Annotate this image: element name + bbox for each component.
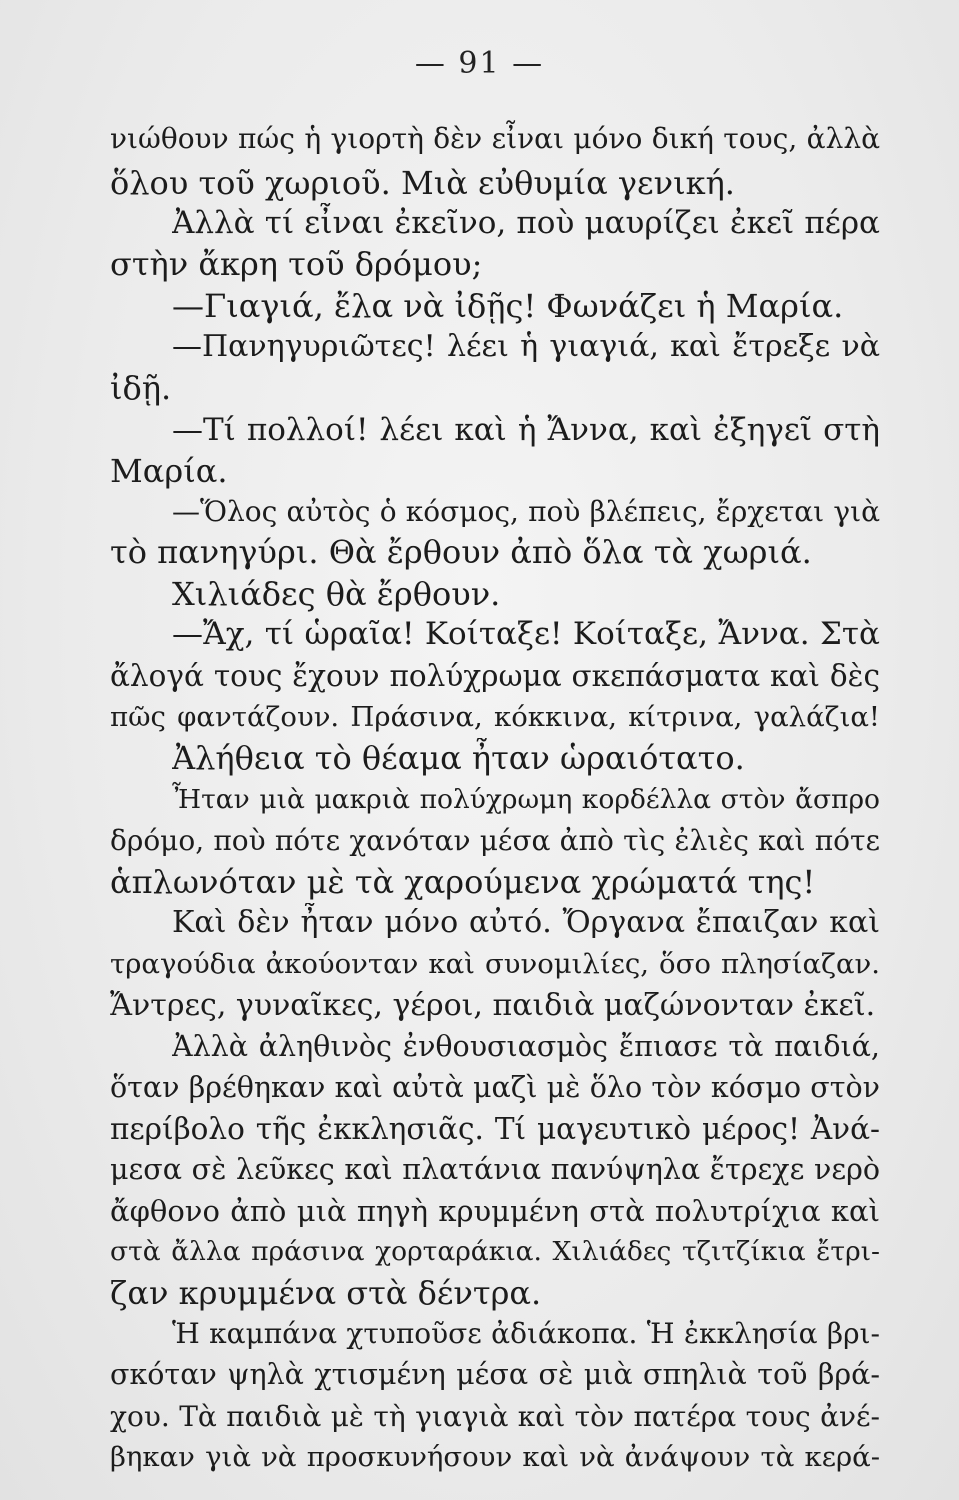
text-line: πῶς φαντάζουν. Πράσινα, κόκκινα, κίτρινα, γαλάζια! <box>110 701 880 733</box>
text-line: βηκαν γιὰ νὰ προσκυνήσουν καὶ νὰ ἀνάψουν τὰ κερά- <box>110 1441 880 1473</box>
text-line: χου. Τὰ παιδιὰ μὲ τὴ γιαγιὰ καὶ τὸν πατέρα τους ἀνέ- <box>110 1400 880 1433</box>
text-line: ὅλου τοῦ χωριοῦ. Μιὰ εὐθυμία γενική. <box>110 164 735 202</box>
text-line: —Ὅλος αὐτὸς ὁ κόσμος, ποὺ βλέπεις, ἔρχεται γιὰ <box>172 495 880 528</box>
text-line: —Ἄχ, τί ὡραῖα! Κοίταξε! Κοίταξε, Ἄννα. Στὰ <box>172 616 880 652</box>
text-line: Ἀλλὰ ἀληθινὸς ἐνθουσιασμὸς ἔπιασε τὰ παιδιά, <box>172 1030 880 1063</box>
text-line: Ἀλήθεια τὸ θέαμα ἦταν ὡραιότατο. <box>172 739 745 777</box>
text-line: —Γιαγιά, ἔλα νὰ ἰδῇς! Φωνάζει ἡ Μαρία. <box>172 287 844 325</box>
text-line: σκόταν ψηλὰ χτισμένη μέσα σὲ μιὰ σπηλιὰ τοῦ βρά- <box>110 1358 880 1391</box>
text-line: ἰδῇ. <box>110 369 172 407</box>
text-line: Ἡ καμπάνα χτυποῦσε ἀδιάκοπα. Ἡ ἐκκλησία βρι- <box>172 1317 880 1350</box>
text-line: Καὶ δὲν ἦταν μόνο αὐτό. Ὄργανα ἔπαιζαν καὶ <box>172 905 880 940</box>
text-line: μεσα σὲ λεῦκες καὶ πλατάνια πανύψηλα ἔτρεχε νερὸ <box>110 1153 880 1186</box>
text-line: τραγούδια ἀκούονταν καὶ συνομιλίες, ὅσο πλησίαζαν. <box>110 948 880 980</box>
text-line: νιώθουν πώς ἡ γιορτὴ δὲν εἶναι μόνο δική τους, ἀλλὰ <box>110 122 880 155</box>
text-line: Χιλιάδες θὰ ἔρθουν. <box>172 575 501 613</box>
text-line: Ἄντρες, γυναῖκες, γέροι, παιδιὰ μαζώνονταν ἐκεῖ. <box>110 988 876 1023</box>
text-line: —Τί πολλοί! λέει καὶ ἡ Ἄννα, καὶ ἐξηγεῖ στὴ <box>172 412 880 448</box>
text-line: Ἀλλὰ τί εἶναι ἐκεῖνο, ποὺ μαυρίζει ἐκεῖ πέρα <box>172 205 880 241</box>
text-line: Μαρία. <box>110 452 228 490</box>
text-line: δρόμο, ποὺ πότε χανόταν μέσα ἀπὸ τὶς ἐλιὲς καὶ πότε <box>110 824 880 857</box>
text-line: ἄφθονο ἀπὸ μιὰ πηγὴ κρυμμένη στὰ πολυτρίχια καὶ <box>110 1194 880 1228</box>
text-line: ζαν κρυμμένα στὰ δέντρα. <box>110 1274 542 1312</box>
text-line: ἁπλωνόταν μὲ τὰ χαρούμενα χρώματά της! <box>110 863 816 901</box>
text-line: στὴν ἄκρη τοῦ δρόμου; <box>110 245 483 283</box>
text-line: Ἦταν μιὰ μακριὰ πολύχρωμη κορδέλλα στὸν ἄσπρο <box>172 784 880 815</box>
text-line: ὅταν βρέθηκαν καὶ αὐτὰ μαζὶ μὲ ὅλο τὸν κόσμο στὸν <box>110 1071 880 1104</box>
text-line: ἄλογά τους ἔχουν πολύχρωμα σκεπάσματα καὶ δὲς <box>110 659 880 693</box>
text-line: περίβολο τῆς ἐκκλησιᾶς. Τί μαγευτικὸ μέρος! Ἀνά- <box>110 1112 880 1146</box>
text-line: στὰ ἄλλα πράσινα χορταράκια. Χιλιάδες τζιτζίκια ἔτρι- <box>110 1236 880 1267</box>
page-number: — 91 — <box>414 46 545 81</box>
text-line: τὸ πανηγύρι. Θὰ ἔρθουν ἀπὸ ὅλα τὰ χωριά. <box>110 533 812 571</box>
text-line: —Πανηγυριῶτες! λέει ἡ γιαγιά, καὶ ἔτρεξε νὰ <box>172 329 880 364</box>
